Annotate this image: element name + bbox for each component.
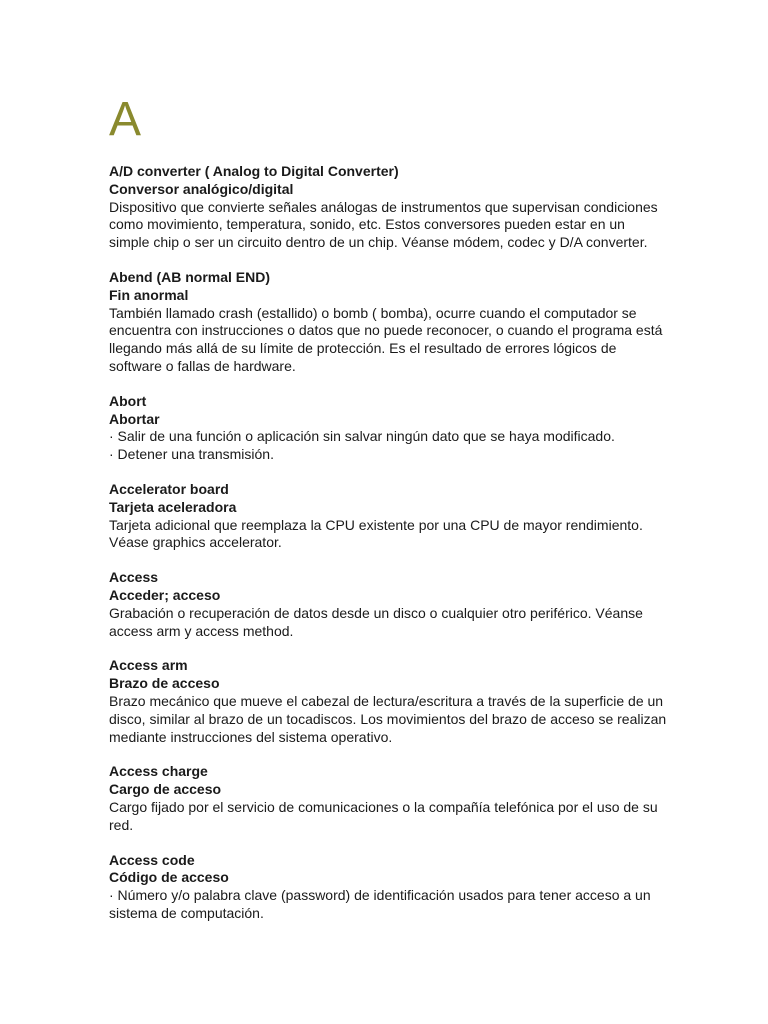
entry-term: Abend (AB normal END) <box>109 268 270 285</box>
entry-translation: Tarjeta aceleradora <box>109 498 237 515</box>
section-letter-heading: A <box>109 93 142 146</box>
entry-translation: Abortar <box>109 410 160 427</box>
entry-definition: · Detener una transmisión. <box>109 446 274 463</box>
entry-definition: Brazo mecánico que mueve el cabezal de lectura/escritura a través de la superficie de un disco, similar al brazo de un tocadiscos. Los movimientos del brazo de acceso se realizan mediante instrucciones del sistema operativo. <box>109 692 667 745</box>
glossary-entry <box>109 763 669 834</box>
entry-term: Accelerator board <box>109 480 229 497</box>
entry-definition: Dispositivo que convierte señales análogas de instrumentos que supervisan condiciones como movimiento, temperatura, sonido, etc. Estos conversores pueden estar en un simple chip o ser un circuito dentro de un chip. Véanse módem, codec y D/A converter. <box>109 198 658 251</box>
entry-definition: Grabación o recuperación de datos desde un disco o cualquier otro periférico. Véanse access arm y access method. <box>109 604 643 639</box>
entry-translation: Acceder; acceso <box>109 586 221 603</box>
entry-term: Abort <box>109 392 147 409</box>
entry-definition: Tarjeta adicional que reemplaza la CPU existente por una CPU de mayor rendimiento. Véase graphics accelerator. <box>109 516 643 551</box>
entry-term: Access code <box>109 851 195 868</box>
entry-translation: Brazo de acceso <box>109 675 220 692</box>
glossary-entry <box>109 657 669 746</box>
glossary-entry <box>109 852 669 923</box>
glossary-entry <box>109 481 669 552</box>
entry-translation: Código de acceso <box>109 869 229 886</box>
entry-definition: Cargo fijado por el servicio de comunicaciones o la compañía telefónica por el uso de su red. <box>109 798 658 833</box>
entry-term: Access charge <box>109 763 208 780</box>
entry-translation: Cargo de acceso <box>109 781 222 798</box>
glossary-entry <box>109 393 669 464</box>
entry-definition: · Número y/o palabra clave (password) de identificación usados para tener acceso a un sistema de computación. <box>109 887 651 921</box>
entry-definition: También llamado crash (estallido) o bomb ( bomba), ocurre cuando el computador se encuentra con instrucciones o datos que no puede reconocer, o cuando el programa está llegando más allá de su límite de protección. Es el resultado de errores lógicos de software o fallas de hardware. <box>109 304 663 374</box>
glossary-entry <box>109 569 669 640</box>
glossary-entries <box>109 163 669 940</box>
entry-term: Access <box>109 569 159 586</box>
entry-term: Access arm <box>109 657 188 674</box>
entry-term: A/D converter ( Analog to Digital Converter) <box>109 163 399 179</box>
entry-translation: Conversor analógico/digital <box>109 180 294 197</box>
glossary-entry <box>109 163 669 252</box>
glossary-entry <box>109 269 669 376</box>
entry-definition: · Salir de una función o aplicación sin salvar ningún dato que se haya modificado. <box>109 428 615 445</box>
entry-translation: Fin anormal <box>109 286 189 303</box>
